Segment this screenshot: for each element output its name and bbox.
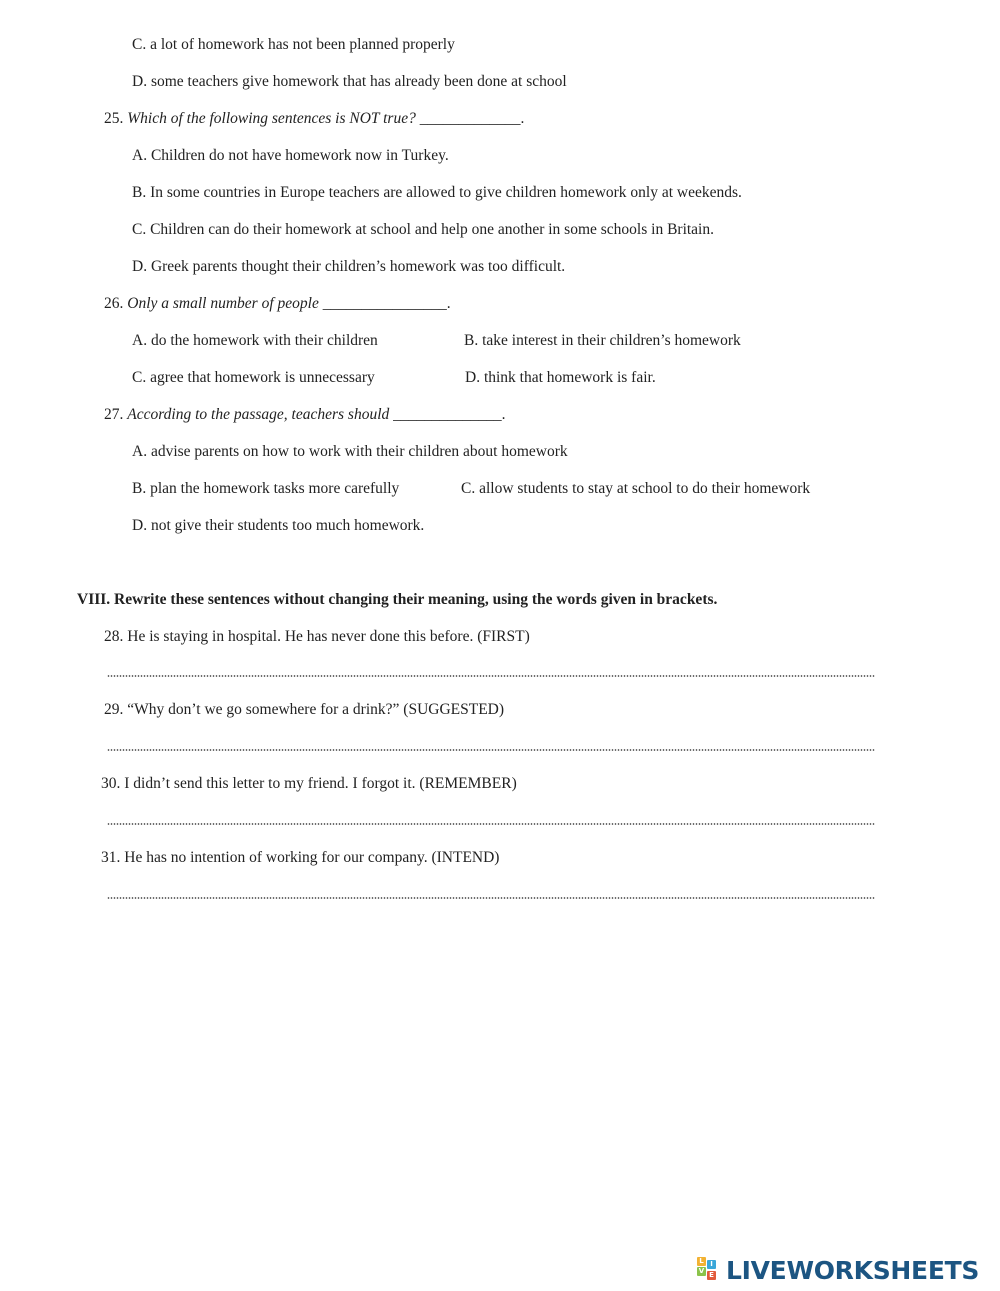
answer-line-28[interactable] [107,675,875,677]
q25-option-d: D. Greek parents thought their children’s homework was too difficult. [132,258,566,275]
q26-stem: Only a small number of people [127,295,319,312]
q27-number: 27. [104,406,124,423]
logo-blocks-icon [697,1257,723,1283]
answer-line-30[interactable] [107,823,875,825]
q25-blank[interactable]: _____________. [419,110,525,127]
logo-block-e: E [707,1271,716,1280]
q27-option-d: D. not give their students too much homework. [132,517,425,534]
q27-option-a: A. advise parents on how to work with their children about homework [132,443,568,460]
q26-blank[interactable]: ________________. [322,295,451,312]
q27-option-c: C. allow students to stay at school to do their homework [461,480,811,497]
q25-stem-line [104,109,524,129]
q25-number: 25. [104,110,124,127]
rewrite-item-31: 31. He has no intention of working for our company. (INTEND) [101,849,500,866]
q26-stem-line [104,294,451,314]
q27-stem-line [104,405,506,425]
q26-option-b: B. take interest in their children’s homework [464,332,741,349]
q25-stem: Which of the following sentences is NOT true? [127,110,416,127]
q26-option-d: D. think that homework is fair. [465,369,656,386]
q26-option-a: A. do the homework with their children [132,332,378,349]
section-8-heading: VIII. Rewrite these sentences without changing their meaning, using the words given in brackets. [77,591,718,608]
rewrite-item-30: 30. I didn’t send this letter to my friend. I forgot it. (REMEMBER) [101,775,517,792]
rewrite-item-28: 28. He is staying in hospital. He has never done this before. (FIRST) [104,628,530,645]
q24-option-d: D. some teachers give homework that has already been done at school [132,73,567,90]
q27-option-b: B. plan the homework tasks more carefully [132,480,400,497]
q26-option-c: C. agree that homework is unnecessary [132,369,375,386]
answer-line-29[interactable] [107,749,875,751]
q24-option-c: C. a lot of homework has not been planned properly [132,36,455,53]
q26-number: 26. [104,295,124,312]
q25-option-c: C. Children can do their homework at school and help one another in some schools in Britain. [132,221,714,238]
liveworksheets-logo [697,1255,979,1285]
logo-block-v: V [698,1267,705,1275]
q27-stem: According to the passage, teachers should [127,406,390,423]
rewrite-item-29: 29. “Why don’t we go somewhere for a drink?” (SUGGESTED) [104,701,505,718]
answer-line-31[interactable] [107,897,875,899]
logo-text: LIVEWORKSHEETS [726,1255,980,1285]
q25-option-b: B. In some countries in Europe teachers are allowed to give children homework only at weekends. [132,184,742,201]
logo-block-i: I [707,1260,716,1269]
q27-blank[interactable]: ______________. [393,406,506,423]
logo-block-l: L [697,1257,706,1266]
q25-option-a: A. Children do not have homework now in Turkey. [132,147,449,164]
